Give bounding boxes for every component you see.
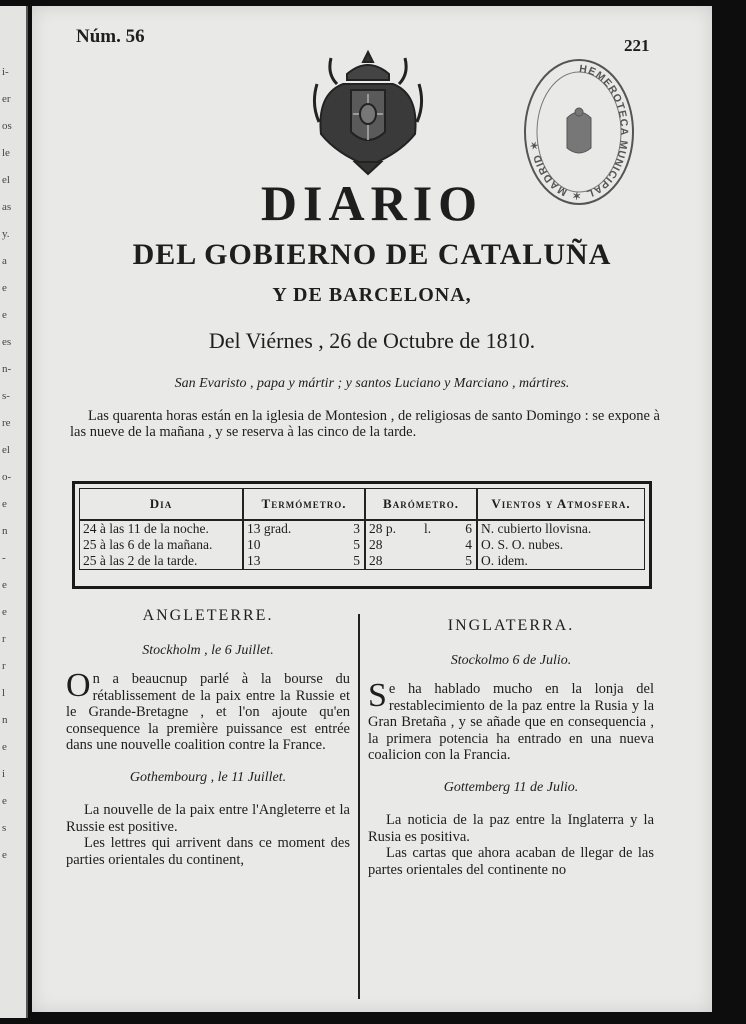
spanish-heading: INGLATERRA. <box>447 617 575 634</box>
page-number: 221 <box>624 36 650 55</box>
cell-vientos: O. S. O. nubes. <box>481 537 564 552</box>
facing-page-fragment: r <box>2 660 6 672</box>
cell-vientos: O. idem. <box>481 553 528 568</box>
french-paragraph-2: La nouvelle de la paix entre l'Angleterre et la Russie est positive. <box>66 802 350 835</box>
table-row <box>80 553 645 570</box>
column-divider <box>358 614 360 999</box>
facing-page-fragment: el <box>2 444 10 456</box>
facing-page-fragment: e <box>2 282 7 294</box>
cell-dia: 25 à las 2 de la tarde. <box>80 553 244 570</box>
col-header-termometro: Termómetro. <box>243 489 365 521</box>
facing-page-fragment: n- <box>2 363 12 375</box>
religious-notice: Las quarenta horas están en la iglesia de Montesion , de religiosas de santo Domingo : se expone à las nueve de la mañana , y se reserva à las cinco de la tarde. <box>70 408 660 440</box>
facing-page-fragment: e <box>2 309 7 321</box>
facing-page-fragment: - <box>2 552 6 564</box>
col-header-barometro: Barómetro. <box>365 489 477 521</box>
spanish-paragraph-1: Se ha hablado mucho en la lonja del restablecimiento de la paz entre la Rusia y la Gran Bretaña , y se añade que en consequencia , la primera potencia ha entrado en una nueva coalicion con la Francia. <box>368 677 654 763</box>
cell-barometro: 28 p. l. 6 <box>365 520 477 537</box>
cell-barometro: 28 4 <box>365 537 477 553</box>
facing-page-fragment: os <box>2 120 12 132</box>
facing-page-fragment: y. <box>2 228 10 240</box>
facing-page-fragment: i <box>2 768 6 780</box>
facing-page-fragment: l <box>2 687 6 699</box>
stamp-text: HEMEROTECA MUNICIPAL ✶ MADRID ✶ <box>528 62 630 202</box>
cell-vientos: N. cubierto llovisna. <box>481 521 592 536</box>
facing-page-fragment: le <box>2 147 10 159</box>
saints-of-the-day: San Evaristo , papa y mártir ; y santos Luciano y Marciano , mártires. <box>174 376 570 391</box>
spanish-paragraph-3: Las cartas que ahora acaban de llegar de las partes orientales del continente no <box>368 845 654 878</box>
facing-page-fragment: er <box>2 93 11 105</box>
french-column <box>66 608 350 868</box>
facing-page-fragment: a <box>2 255 7 267</box>
cell-termometro: 10 5 <box>243 537 365 553</box>
facing-page-fragment: e <box>2 741 7 753</box>
facing-page-fragment: e <box>2 795 7 807</box>
facing-page-fragment: e <box>2 849 7 861</box>
col-header-vientos: Vientos y Atmosfera. <box>477 489 645 521</box>
facing-page-fragment: s <box>2 822 7 834</box>
issue-date: Del Viérnes , 26 de Octubre de 1810. <box>208 328 536 353</box>
masthead-subtitle: DEL GOBIERNO DE CATALUÑA <box>132 238 612 271</box>
masthead-subtitle-2: Y DE BARCELONA, <box>272 284 472 306</box>
masthead-title: DIARIO <box>260 175 484 231</box>
table-row <box>80 520 645 537</box>
spanish-column <box>368 618 654 878</box>
newspaper-page <box>32 6 712 1012</box>
french-paragraph-1: On a beaucnup parlé à la bourse du rétablissement de la paix entre la Russie et le Grande-Bretagne , et l'on ajoute qu'en consequence la première puissance est entrée dans une nouvelle coalition contre la France. <box>66 667 350 753</box>
facing-page-fragment: e <box>2 498 7 510</box>
facing-page-fragment: e <box>2 606 7 618</box>
spanish-dateline-stockolmo: Stockolmo 6 de Julio. <box>450 652 572 668</box>
facing-page-fragment: es <box>2 336 12 348</box>
facing-page-fragment: el <box>2 174 10 186</box>
facing-page-fragment: i- <box>2 66 9 78</box>
french-dateline-gothembourg: Gothembourg , le 11 Juillet. <box>129 769 287 785</box>
facing-page-fragment: s- <box>2 390 10 402</box>
cell-barometro: 28 5 <box>365 553 477 570</box>
table-row <box>80 537 645 553</box>
facing-page-fragment: r <box>2 633 6 645</box>
facing-page-fragment: n <box>2 714 8 726</box>
spanish-paragraph-2: La noticia de la paz entre la Inglaterra y la Rusia es positiva. <box>368 812 654 845</box>
french-dateline-stockholm: Stockholm , le 6 Juillet. <box>142 642 274 658</box>
facing-page-edge <box>0 6 28 1018</box>
facing-page-fragment: re <box>2 417 11 429</box>
cell-termometro: 13 grad. 3 <box>243 520 365 537</box>
cell-dia: 24 à las 11 de la noche. <box>80 520 244 537</box>
spanish-dateline-gottemberg: Gottemberg 11 de Julio. <box>443 779 579 795</box>
issue-number: Núm. 56 <box>76 26 145 47</box>
facing-page-fragment: as <box>2 201 12 213</box>
cell-dia: 25 à las 6 de la mañana. <box>80 537 244 553</box>
royal-coat-of-arms-icon <box>307 44 429 176</box>
cell-termometro: 13 5 <box>243 553 365 570</box>
facing-page-fragment: n <box>2 525 8 537</box>
french-paragraph-3: Les lettres qui arrivent dans ce moment des parties orientales du continent, <box>66 835 350 868</box>
facing-page-fragment: o- <box>2 471 12 483</box>
weather-table <box>72 481 652 589</box>
french-heading: ANGLETERRE. <box>142 607 274 624</box>
facing-page-fragment: e <box>2 579 7 591</box>
col-header-dia: Dia <box>80 489 244 521</box>
